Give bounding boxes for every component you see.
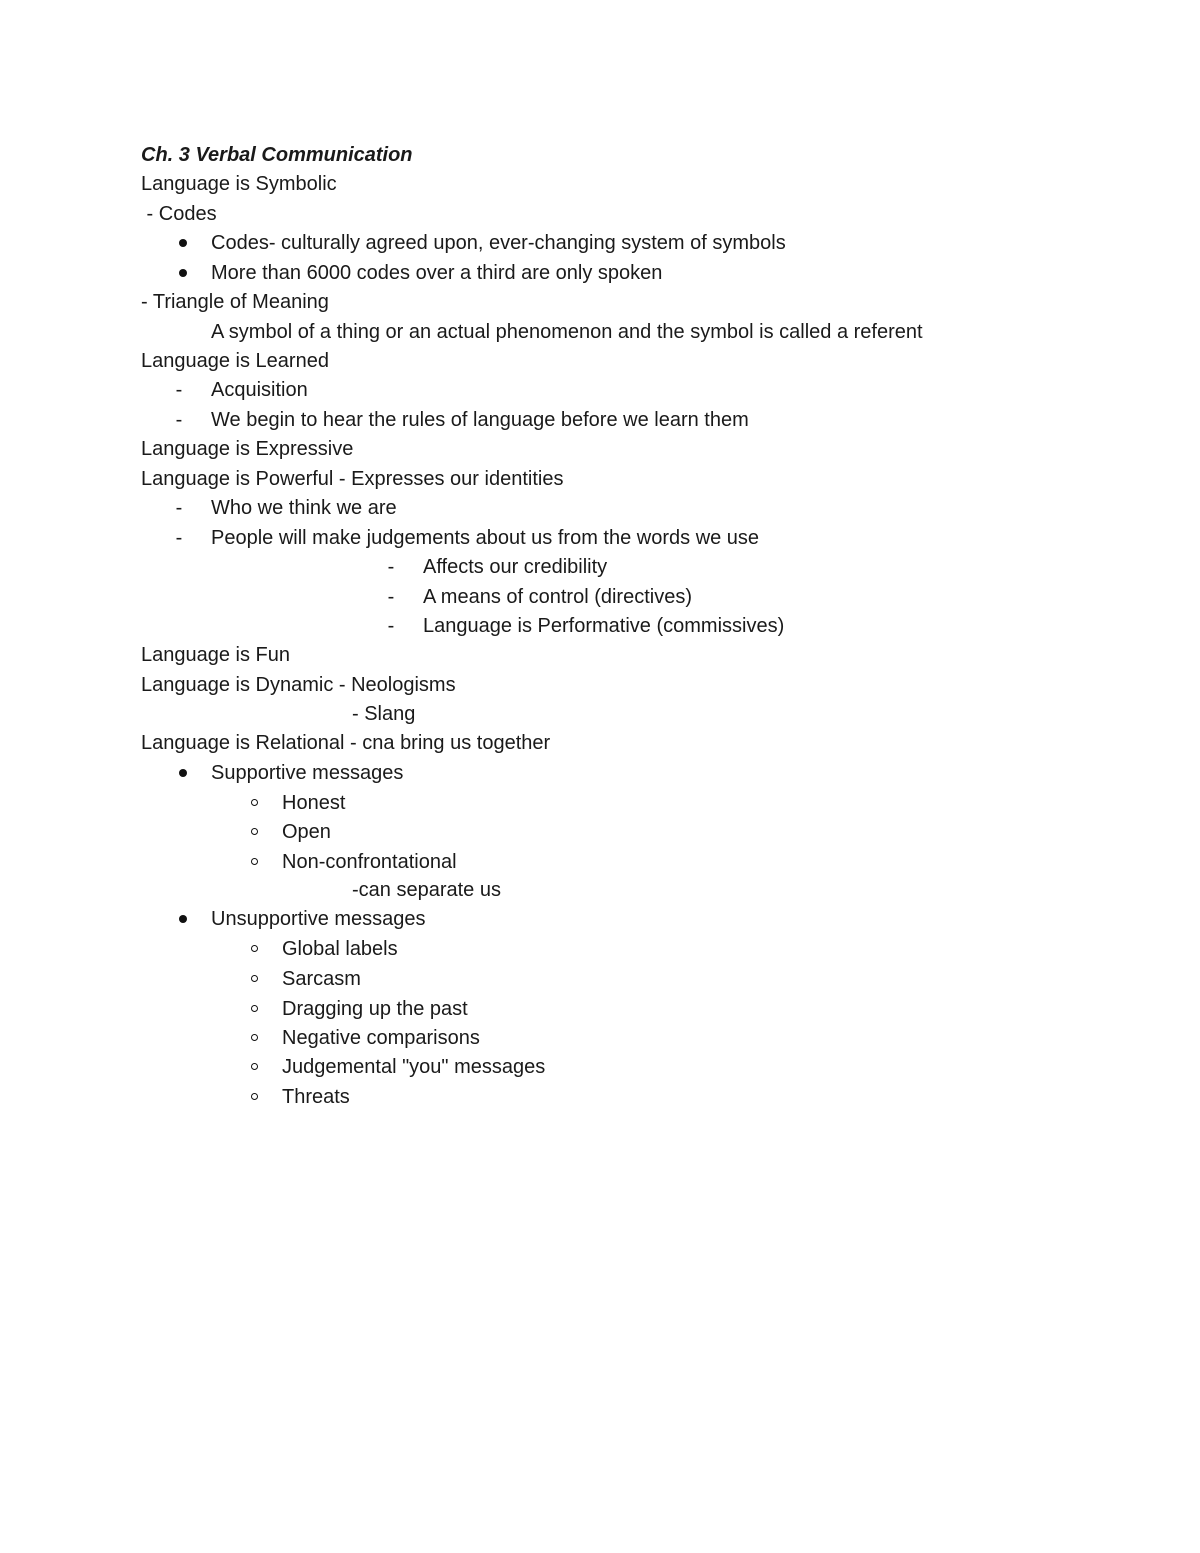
dash-marker: -: [175, 527, 183, 549]
list-item: We begin to hear the rules of language before we learn them: [211, 409, 749, 431]
page-title: Ch. 3 Verbal Communication: [141, 144, 413, 166]
bullet-icon: [179, 915, 187, 923]
sub-list-item: Judgemental "you" messages: [282, 1056, 546, 1078]
supportive-label: Supportive messages: [211, 762, 404, 784]
dash-marker: -: [387, 556, 395, 578]
dash-marker: -: [175, 409, 183, 431]
circle-bullet-icon: [251, 1034, 258, 1041]
circle-bullet-icon: [251, 1063, 258, 1070]
list-item: More than 6000 codes over a third are only spoken: [211, 262, 663, 284]
sub-list-item: Global labels: [282, 938, 398, 960]
section-heading-fun: Language is Fun: [141, 644, 291, 666]
sub-list-item: Non-confrontational: [282, 851, 457, 873]
circle-bullet-icon: [251, 1093, 258, 1100]
sub-list-item: Threats: [282, 1086, 350, 1108]
circle-bullet-icon: [251, 828, 258, 835]
dash-marker: -: [387, 615, 395, 637]
section-heading-learned: Language is Learned: [141, 350, 329, 372]
sub-list-item: Negative comparisons: [282, 1027, 480, 1049]
circle-bullet-icon: [251, 799, 258, 806]
circle-bullet-icon: [251, 858, 258, 865]
sub-list-item: Open: [282, 821, 331, 843]
dash-marker: -: [387, 586, 395, 608]
bullet-icon: [179, 269, 187, 277]
list-item: Who we think we are: [211, 497, 397, 519]
triangle-text: A symbol of a thing or an actual phenomenon and the symbol is called a referent: [211, 321, 923, 343]
codes-label: - Codes: [141, 203, 217, 225]
circle-bullet-icon: [251, 1005, 258, 1012]
sub-list-item: Honest: [282, 792, 346, 814]
section-heading-expressive: Language is Expressive: [141, 438, 354, 460]
circle-bullet-icon: [251, 975, 258, 982]
section-heading-relational: Language is Relational - cna bring us together: [141, 732, 551, 754]
section-heading-symbolic: Language is Symbolic: [141, 173, 337, 195]
sub-list-item: Language is Performative (commissives): [423, 615, 785, 637]
sub-list-item: Affects our credibility: [423, 556, 608, 578]
list-item: Codes- culturally agreed upon, ever-changing system of symbols: [211, 232, 786, 254]
list-item: Acquisition: [211, 379, 308, 401]
unsupportive-label: Unsupportive messages: [211, 908, 426, 930]
dash-marker: -: [175, 497, 183, 519]
slang-note: - Slang: [352, 703, 416, 725]
dash-marker: -: [175, 379, 183, 401]
circle-bullet-icon: [251, 945, 258, 952]
section-heading-powerful: Language is Powerful - Expresses our identities: [141, 468, 564, 490]
triangle-label: - Triangle of Meaning: [141, 291, 329, 313]
separate-note: -can separate us: [352, 879, 501, 901]
sub-list-item: Sarcasm: [282, 968, 361, 990]
bullet-icon: [179, 239, 187, 247]
sub-list-item: Dragging up the past: [282, 998, 468, 1020]
list-item: People will make judgements about us from the words we use: [211, 527, 760, 549]
sub-list-item: A means of control (directives): [423, 586, 692, 608]
bullet-icon: [179, 769, 187, 777]
section-heading-dynamic: Language is Dynamic - Neologisms: [141, 674, 456, 696]
